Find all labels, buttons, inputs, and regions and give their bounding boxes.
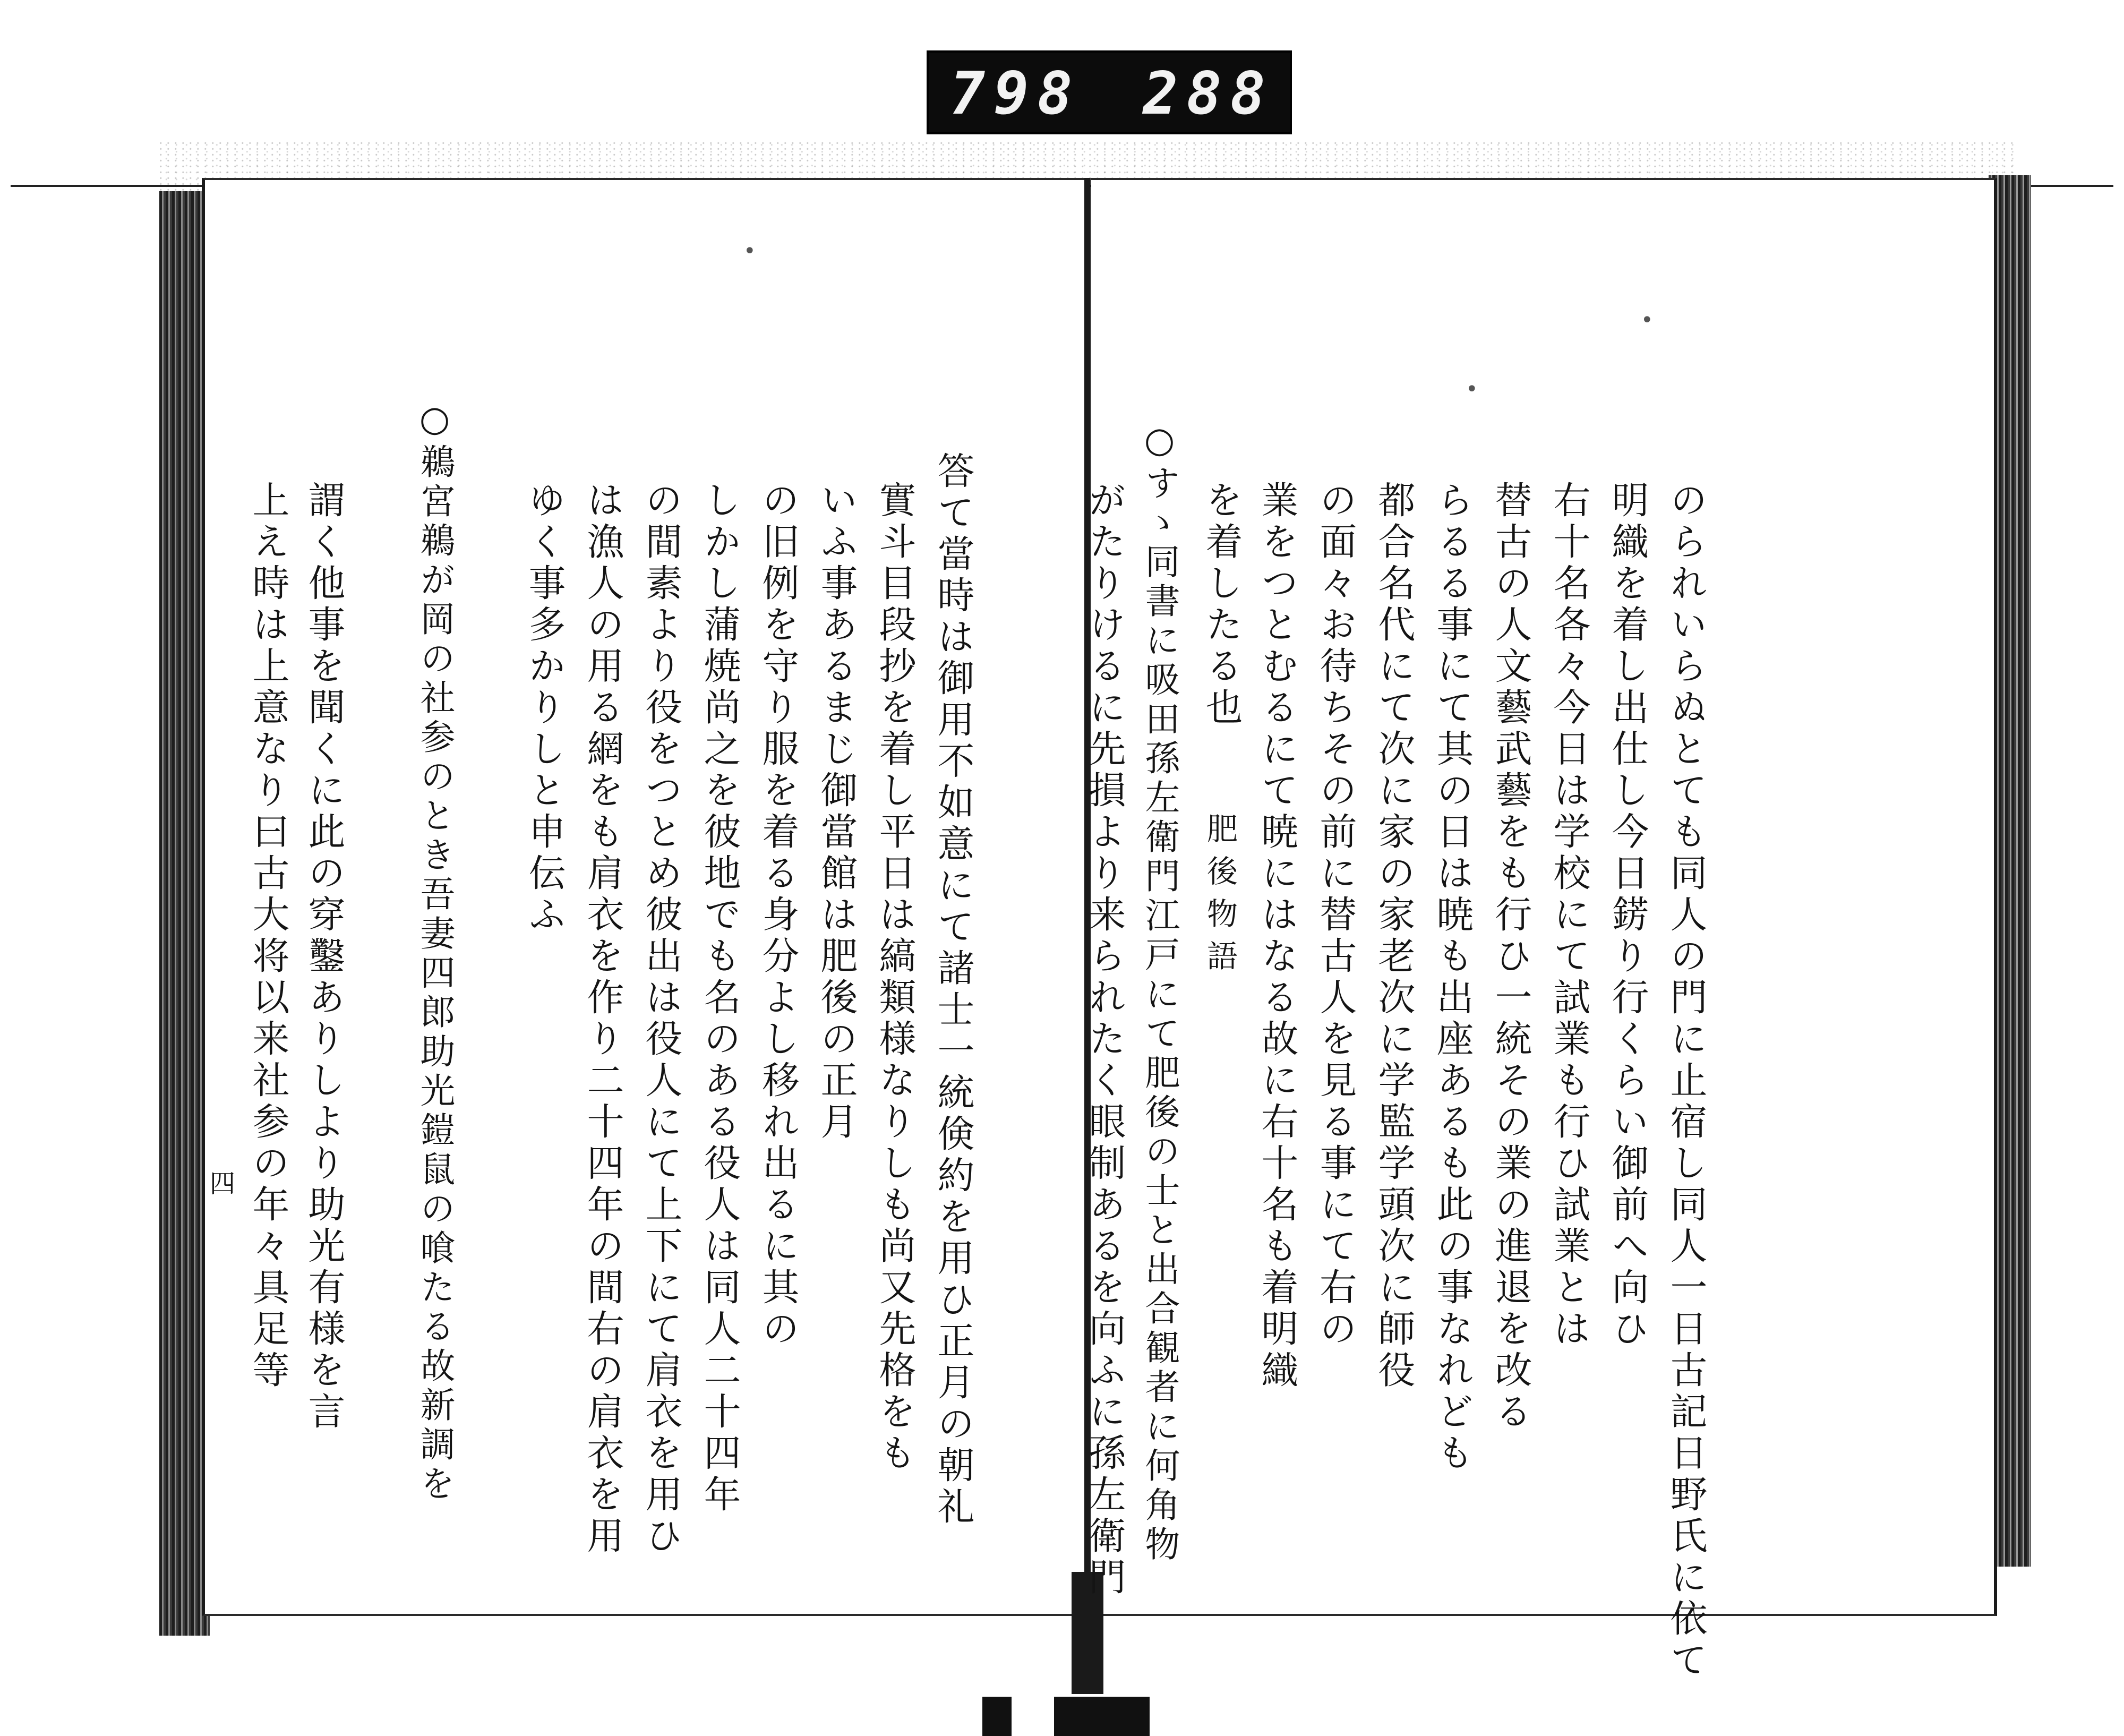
left-page-column-1: 答て當時は御用不如意にて諸士一統倹約を用ひ正月の朝礼 xyxy=(931,451,975,1528)
right-page-column-3: 右十名各々今日は学校にて試業も行ひ試業とは xyxy=(1547,481,1591,1350)
left-page-column-7: は漁人の用る網をも肩衣を作り二十四年の間右の肩衣を用 xyxy=(581,481,624,1558)
left-page-column-4: の旧例を守り服を着る身分よし移れ出るに其の xyxy=(756,481,800,1350)
left-page-column-2: 實斗目段抄を着し平日は縞類様なりしも尚又先格をも xyxy=(873,481,917,1475)
page-number: 四 xyxy=(210,1169,236,1199)
frame-number-right: 288 xyxy=(1143,59,1274,127)
left-page-column-5: しかし蒲焼尚之を彼地でも名のある役人は同人二十四年 xyxy=(698,481,741,1516)
ink-blot: • xyxy=(743,239,756,263)
right-page-column-1: のられいらぬとても同人の門に止宿し同人一日古記日野氏に依て xyxy=(1664,481,1708,1682)
ink-blot: • xyxy=(1466,377,1478,401)
right-page-column-11: がたりけるに先損より来られたく眼制あるを向ふに孫左衛門 xyxy=(1083,481,1126,1599)
right-page-column-9: を着したる也 xyxy=(1200,481,1243,729)
right-page-column-7: の面々お待ちその前に替古人を見る事にて右の xyxy=(1314,481,1357,1350)
left-page-column-3: いふ事あるまじ御當館は肥後の正月 xyxy=(815,481,858,1143)
left-page-column-10: 謂く他事を聞くに此の穿鑿ありしより助光有様を言 xyxy=(302,481,346,1433)
right-page-column-5: らるる事にて其の日は暁も出座あるも此の事なれども xyxy=(1431,481,1474,1475)
frame-number-label xyxy=(927,50,1292,134)
left-page-column-6: の間素より役をつとめ彼出は役人にて上下にて肩衣を用ひ xyxy=(639,481,683,1558)
right-page-column-10: ○すゝ同書に吸田孫左衛門江戸にて肥後の士と出合観者に何角物 xyxy=(1139,420,1180,1565)
ink-blot: • xyxy=(1641,308,1654,332)
right-page-source-citation: 肥後物語 xyxy=(1202,813,1238,982)
scan-mark-large xyxy=(1054,1697,1150,1736)
right-page-column-6: 都合名代にて次に家の家老次に学監学頭次に師役 xyxy=(1372,481,1416,1392)
right-page-column-4: 替古の人文藝武藝をも行ひ一統その業の進退を改る xyxy=(1489,481,1532,1433)
frame-number-left: 798 xyxy=(950,59,1081,127)
left-page-column-9: ○鵜宮鵜が岡の社参のとき吾妻四郎助光鎧鼠の喰たる故新調を xyxy=(414,398,455,1504)
right-page-column-8: 業をつとむるにて暁にはなる故に右十名も着明織 xyxy=(1255,481,1299,1392)
left-page-column-11: 上え時は上意なり曰古大将以来社参の年々具足等 xyxy=(246,481,290,1392)
right-page-column-2: 明織を着し出仕し今日錺り行くらい御前へ向ひ xyxy=(1606,481,1649,1350)
scan-mark-small xyxy=(982,1697,1012,1736)
left-page-column-8: ゆく事多かりしと申伝ふ xyxy=(523,481,566,936)
